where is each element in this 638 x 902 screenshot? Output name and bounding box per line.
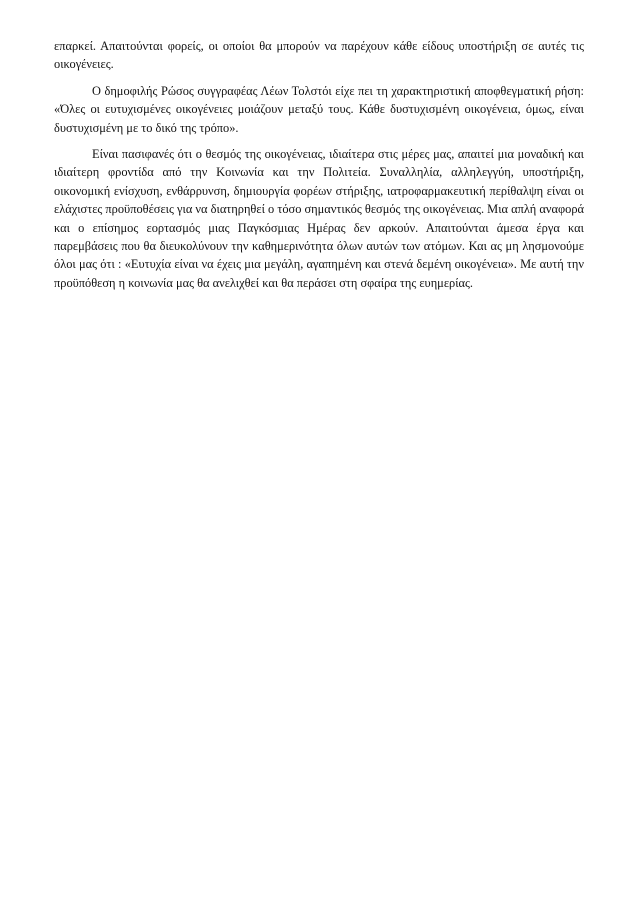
- paragraph-family-institution: Είναι πασιφανές ότι ο θεσμός της οικογένειας, ιδιαίτερα στις μέρες μας, απαιτεί μια μοναδική και ιδιαίτερη φροντίδα από την Κοινωνία και την Πολιτεία. Συναλληλία, αλληλεγγύη, υποστήριξη, οικονομική ενίσχυση, ενθάρρυνση, δημιουργία φορέων στήριξης, ιατροφαρμακευτική περίθαλψη είναι οι ελάχιστες προϋποθέσεις για να διατηρηθεί ο τόσο σημαντικός θεσμός της οικογένειας. Μια απλή αναφορά και ο επίσημος εορτασμός μιας Παγκόσμιας Ημέρας δεν αρκούν. Απαιτούνται άμεσα έργα και παρεμβάσεις που θα διευκολύνουν την καθημερινότητα όλων αυτών των ατόμων. Και ας μη λησμονούμε όλοι μας ότι : «Ευτυχία είναι να έχεις μια μεγάλη, αγαπημένη και στενά δεμένη οικογένεια». Με αυτή την προϋπόθεση η κοινωνία μας θα ανελιχθεί και θα περάσει στη σφαίρα της ευημερίας.: [54, 147, 584, 290]
- paragraph-continuation: επαρκεί. Απαιτούνται φορείς, οι οποίοι θα μπορούν να παρέχουν κάθε είδους υποστήριξη σε αυτές τις οικογένειες.: [54, 39, 584, 72]
- paragraph-tolstoy-quote: Ο δημοφιλής Ρώσος συγγραφέας Λέων Τολστόι είχε πει τη χαρακτηριστική αποφθεγματική ρήση: «Όλες οι ευτυχισμένες οικογένειες μοιάζουν μεταξύ τους. Κάθε δυστυχισμένη οικογένεια, όμως, είναι δυστυχισμένη με το δικό της τρόπο».: [54, 83, 584, 135]
- document-body: [54, 37, 584, 300]
